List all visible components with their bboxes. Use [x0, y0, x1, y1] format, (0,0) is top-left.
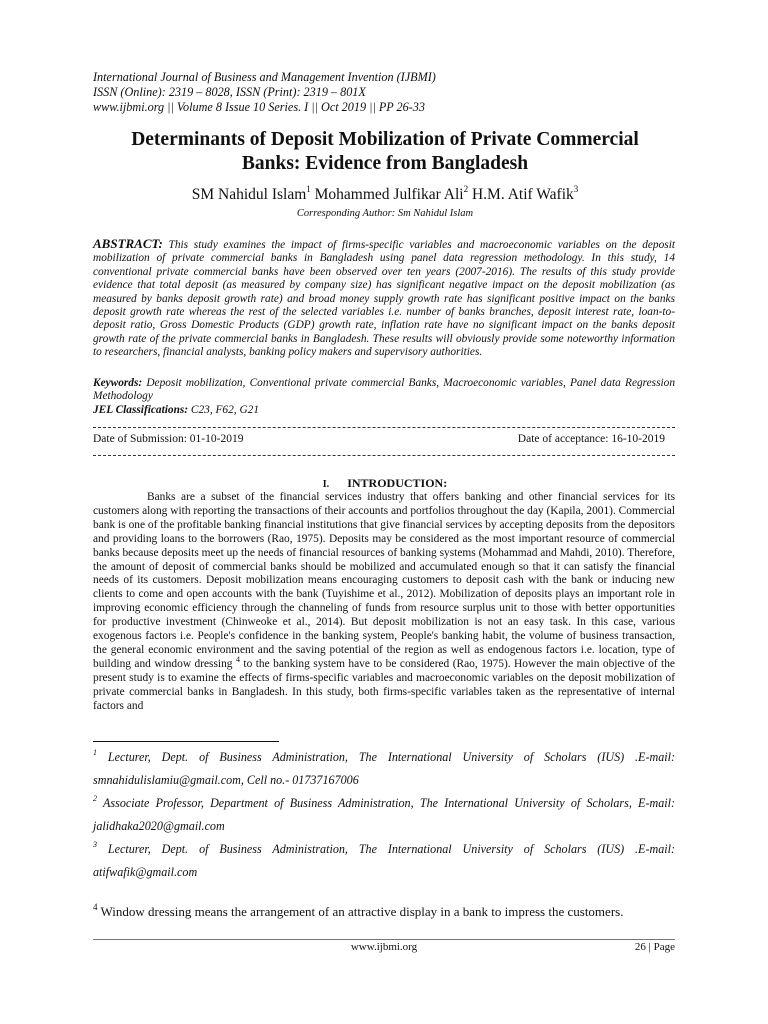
jel-classifications [93, 404, 259, 417]
section-number: I. [322, 479, 330, 490]
author-name: SM Nahidul Islam [191, 186, 307, 203]
footnote-number: 3 [93, 840, 97, 849]
introduction-body [93, 491, 675, 714]
footnote-text: Lecturer, Dept. of Business Administration, The International University of Scholars (IUS) .E-mail: smnahidulislamiu@gmail.com, Cell no.- 01737167006 [93, 750, 675, 787]
footnote-3 [93, 838, 675, 884]
abstract-label: ABSTRACT: [93, 236, 163, 251]
author-affiliation-mark: 2 [463, 184, 469, 194]
intro-text-part-1: Banks are a subset of the financial services industry that offers banking and other financial services for its customers along with reporting the transactions of their accounts and portfolios throughout the day (Kapila, 2001). Commercial bank is one of the profitable banking financial institutions that give financial services by accepting deposits from the depositors and providing loans to the borrowers (Rao, 1975). Deposits may be considered as the most important resource of commercial banks because deposits meet up the needs of financial resources of banking systems (Mohammad and Mahdi, 2010). Therefore, the amount of deposit of commercial banks should be mobilized and accumulated enough so that it can satisfy the financial needs of its customers. Deposit mobilization means encouraging customers to deposit cash with the bank or inducing new clients to come and open accounts with the bank (Tuyishime et al., 2012). Mobilization of deposits plays an important role in improving economic efficiency through the channeling of funds from resource surplus unit to those with better opportunities for productive investment (Chinweoke et al., 2014). But deposit mobilization is not an easy task. In this case, various exogenous factors i.e. People's confidence in the banking system, People's banking habit, the volume of business transaction, the general economic environment and the saving potential of the region as well as endogenous factors i.e. location, type of building and window dressing [93, 491, 675, 670]
jel-label: JEL Classifications: [93, 404, 189, 416]
jel-codes: C23, F62, G21 [190, 404, 259, 416]
footer-site: www.ijbmi.org [350, 941, 418, 953]
submission-date: Date of Submission: 01-10-2019 [93, 433, 244, 445]
abstract [93, 237, 675, 360]
keywords-label: Keywords: [93, 377, 143, 389]
section-heading [80, 476, 690, 492]
footnote-1 [93, 746, 675, 792]
footnote-rule [93, 741, 279, 742]
divider-bottom [93, 455, 675, 456]
footnote-number: 2 [93, 794, 97, 803]
dates-row [93, 432, 665, 446]
journal-header [93, 70, 693, 115]
footnote-number: 4 [93, 902, 98, 912]
author-name: H.M. Atif Wafik [471, 186, 574, 203]
paper-title-line-2: Banks: Evidence from Bangladesh [241, 153, 529, 174]
journal-name: International Journal of Business and Management Invention (IJBMI) [93, 70, 436, 84]
corresponding-author: Corresponding Author: Sm Nahidul Islam [296, 208, 474, 219]
footnote-text: Lecturer, Dept. of Business Administration, The International University of Scholars (IUS) .E-mail: atifwafik@gmail.com [93, 842, 675, 879]
footnote-text: Window dressing means the arrangement of an attractive display in a bank to impress the customers. [100, 904, 624, 919]
footnote-2 [93, 792, 675, 838]
footnote-mark: 4 [235, 654, 240, 664]
footnote-text: Associate Professor, Department of Business Administration, The International University of Scholars, E-mail: jalidhaka2020@gmail.com [93, 796, 676, 833]
keywords-text: Deposit mobilization, Conventional private commercial Banks, Macroeconomic variables, Panel data Regression Methodology [93, 377, 676, 403]
paper-title-line-1: Determinants of Deposit Mobilization of Private Commercial [131, 129, 639, 150]
footer-rule [93, 939, 675, 940]
footnote-4 [93, 904, 675, 920]
author-name: Mohammed Julfikar Ali [314, 186, 464, 203]
divider-top [93, 427, 675, 428]
journal-issn: ISSN (Online): 2319 – 8028, ISSN (Print): 2319 – 801X [93, 85, 366, 99]
author-affiliation-mark: 3 [573, 184, 579, 194]
intro-text-part-2: to the banking system have to be considered (Rao, 1975). However the main objective of the present study is to examine the effects of firms-specific variables and macroeconomic variables on the deposit mobilization of private commercial banks in Bangladesh. In this study, both firms-specific variables taken as the representative of internal factors and [93, 657, 675, 712]
author-list [80, 185, 690, 205]
journal-volume-line: www.ijbmi.org || Volume 8 Issue 10 Series. I || Oct 2019 || PP 26-33 [93, 100, 425, 114]
abstract-text: This study examines the impact of firms-specific variables and macroeconomic variables on the deposit mobilization of private commercial banks in Bangladesh using panel data regression methodology. In this study, 14 conventional private commercial banks have been observed over ten years (2007-2016). The results of this study provide evidence that total deposit (as measured by company size) has significant negative impact on the deposit mobilization (as measured by banks deposit growth rate) and broad money supply growth rate has significant positive impact on the banks deposit growth rate whereas the rest of the selected variables i.e. number of banks branches, deposit interest rate, loan-to-deposit ratio, Gross Domestic Products (GDP) growth rate, inflation rate have no significant impact on the banks deposit growth rate of the private commercial banks in Bangladesh. These results will obviously provide some noteworthy information to researchers, financial analysts, banking policy makers and supervisory authorities. [93, 239, 675, 359]
author-affiliation-mark: 1 [306, 184, 311, 194]
footnote-number: 1 [93, 748, 97, 757]
section-title: INTRODUCTION: [347, 476, 448, 490]
footer-page-number: 26 | Page [634, 941, 675, 953]
acceptance-date: Date of acceptance: 16-10-2019 [517, 433, 665, 445]
introduction-paragraph [93, 491, 675, 714]
keywords [93, 377, 675, 404]
paper-title [80, 128, 690, 176]
